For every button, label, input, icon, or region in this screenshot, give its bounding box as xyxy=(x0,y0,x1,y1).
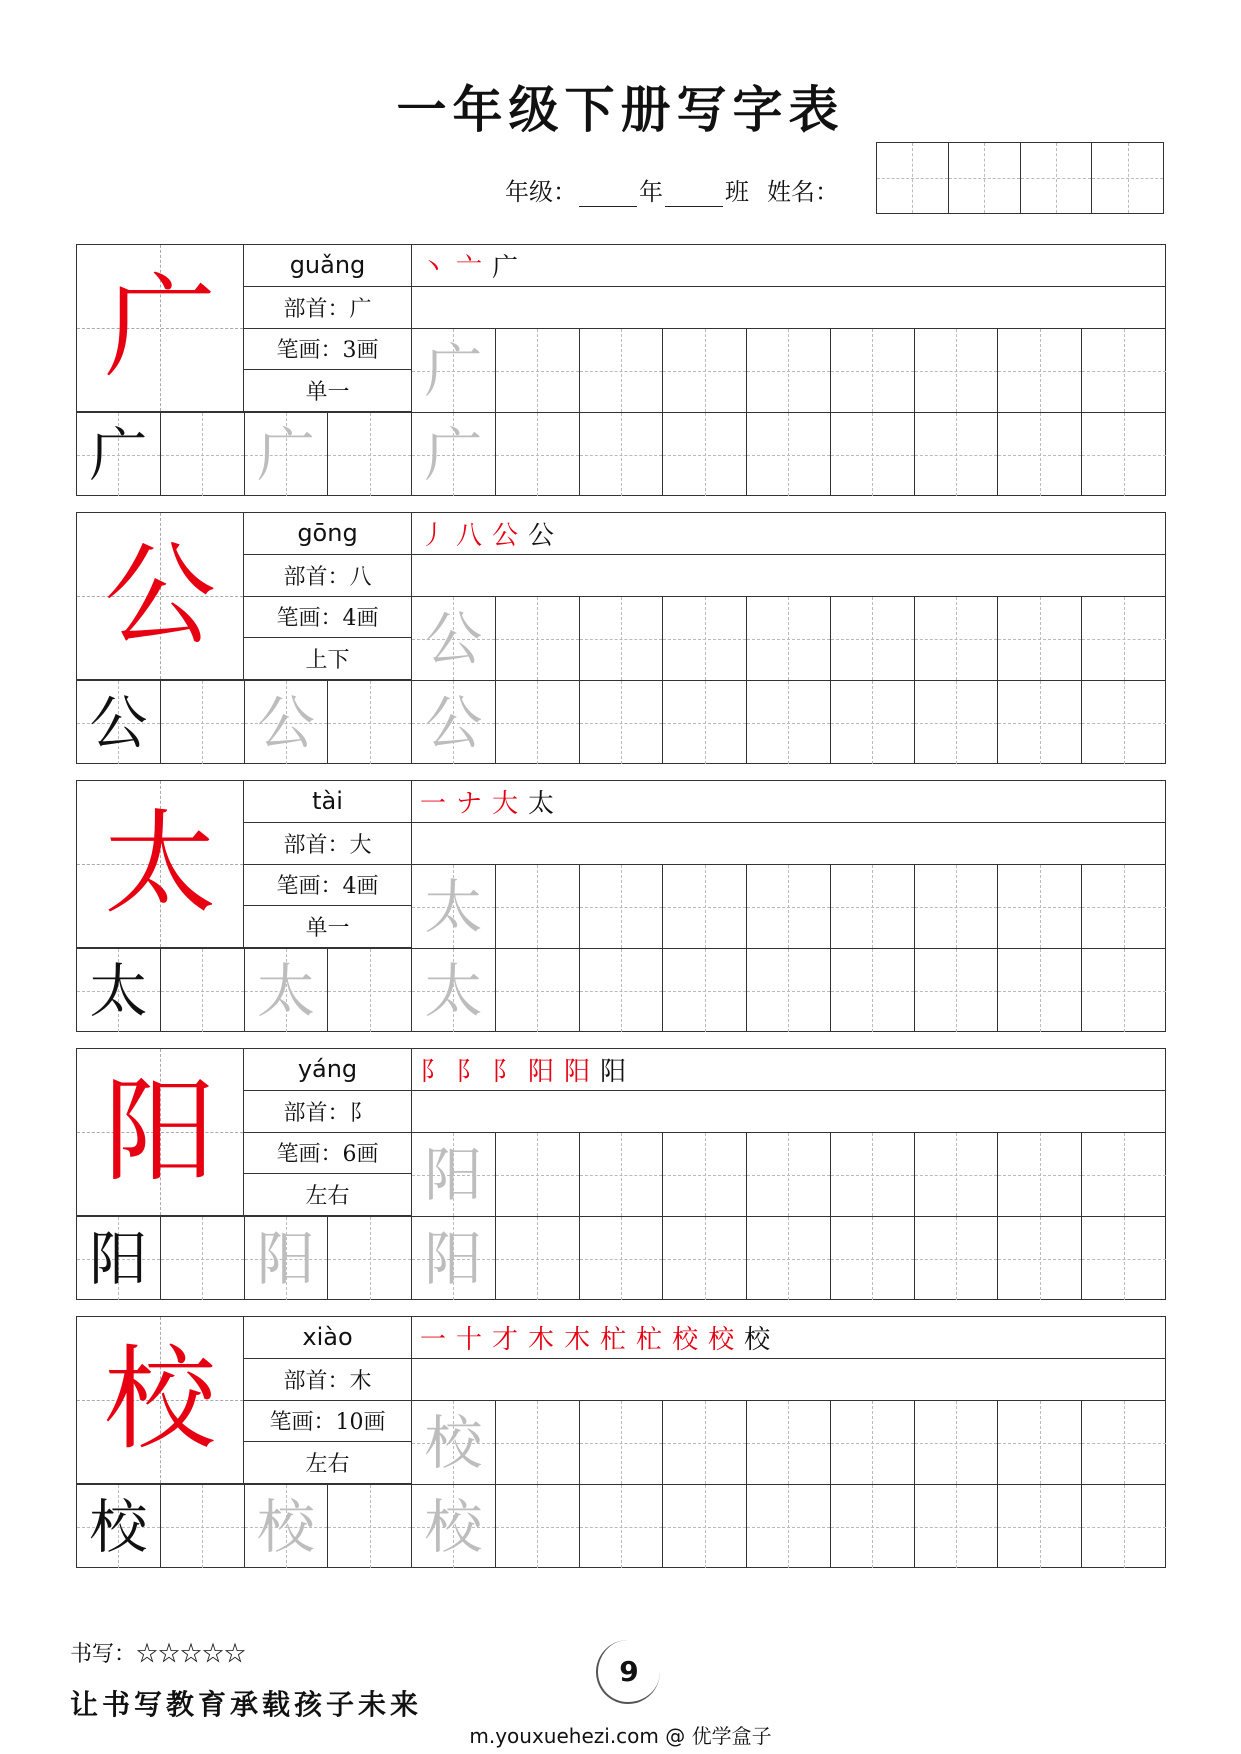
stroke-step: 丿 xyxy=(420,521,447,551)
practice-cell[interactable] xyxy=(831,681,915,764)
radical: 部首：阝 xyxy=(244,1091,411,1133)
structure: 左右 xyxy=(244,1174,411,1216)
main-character: 公 xyxy=(77,513,244,680)
stroke-order xyxy=(412,1317,1165,1359)
practice-cell[interactable] xyxy=(1082,949,1166,1032)
trace-cell[interactable]: 校 xyxy=(412,1485,496,1568)
pinyin: gōng xyxy=(244,513,411,555)
char-info xyxy=(244,1049,412,1216)
practice-row xyxy=(77,1216,1166,1300)
stroke-count: 笔画：10画 xyxy=(244,1401,411,1443)
blank-row xyxy=(412,555,1165,597)
stroke-step: 校 xyxy=(708,1325,735,1355)
stroke-step: 木 xyxy=(564,1325,591,1355)
structure: 左右 xyxy=(244,1442,411,1484)
practice-cell[interactable] xyxy=(747,865,831,948)
practice-cell[interactable] xyxy=(998,329,1082,412)
stroke-step: 阳 xyxy=(600,1057,627,1087)
stroke-count: 笔画：6画 xyxy=(244,1133,411,1175)
practice-cell[interactable] xyxy=(328,949,412,1032)
practice-cell[interactable] xyxy=(663,865,747,948)
practice-cell[interactable] xyxy=(747,329,831,412)
name-cell[interactable] xyxy=(1021,143,1093,213)
practice-cell[interactable] xyxy=(915,1133,999,1216)
trace-cell[interactable]: 广 xyxy=(412,413,496,496)
model-cell[interactable]: 太 xyxy=(77,949,161,1032)
name-grid[interactable] xyxy=(876,142,1164,214)
grade-blank[interactable] xyxy=(579,184,637,207)
practice-row xyxy=(412,1401,1166,1484)
char-info xyxy=(244,1317,412,1484)
practice-cell[interactable] xyxy=(1082,329,1166,412)
practice-cell[interactable] xyxy=(161,1217,245,1300)
practice-cell[interactable] xyxy=(915,1401,999,1484)
stroke-step: 亠 xyxy=(456,253,483,283)
stroke-order xyxy=(412,513,1165,555)
blank-row xyxy=(412,823,1165,865)
trace-cell[interactable]: 公 xyxy=(412,597,496,680)
practice-cell[interactable] xyxy=(831,329,915,412)
char-block xyxy=(76,1316,1166,1568)
practice-cell[interactable] xyxy=(663,413,747,496)
practice-cell[interactable] xyxy=(1082,865,1166,948)
stroke-step: 八 xyxy=(456,521,483,551)
practice-cell[interactable] xyxy=(915,413,999,496)
practice-cell[interactable] xyxy=(663,681,747,764)
model-cell[interactable]: 阳 xyxy=(77,1217,161,1300)
main-character: 阳 xyxy=(77,1049,244,1216)
char-block xyxy=(76,244,1166,496)
main-character: 校 xyxy=(77,1317,244,1484)
char-block xyxy=(76,1048,1166,1300)
practice-row xyxy=(77,412,1166,496)
radical: 部首：八 xyxy=(244,555,411,597)
model-cell[interactable]: 公 xyxy=(77,681,161,764)
stroke-step: 十 xyxy=(456,1325,483,1355)
blank-row xyxy=(412,1359,1165,1401)
practice-cell[interactable] xyxy=(663,949,747,1032)
footer-url: m.youxuehezi.com @ 优学盒子 xyxy=(469,1724,772,1748)
practice-cell[interactable] xyxy=(496,865,580,948)
practice-cell[interactable] xyxy=(998,1485,1082,1568)
pinyin: guǎng xyxy=(244,245,411,287)
char-info xyxy=(244,781,412,948)
structure: 单一 xyxy=(244,370,411,412)
practice-cell[interactable] xyxy=(161,681,245,764)
practice-cell[interactable] xyxy=(580,1401,664,1484)
practice-cell[interactable] xyxy=(915,949,999,1032)
stroke-step: 才 xyxy=(492,1325,519,1355)
practice-cell[interactable] xyxy=(747,1217,831,1300)
practice-cell[interactable] xyxy=(496,681,580,764)
stroke-step: 阝 xyxy=(456,1057,483,1087)
stroke-step: 一 xyxy=(420,789,447,819)
practice-cell[interactable] xyxy=(831,413,915,496)
practice-cell[interactable] xyxy=(915,1217,999,1300)
practice-cell[interactable] xyxy=(747,413,831,496)
practice-cell[interactable] xyxy=(580,1485,664,1568)
char-block xyxy=(76,780,1166,1032)
practice-cell[interactable] xyxy=(580,597,664,680)
practice-cell[interactable] xyxy=(328,1217,412,1300)
trace-cell[interactable]: 阳 xyxy=(412,1133,496,1216)
practice-cell[interactable] xyxy=(998,413,1082,496)
radical: 部首：木 xyxy=(244,1359,411,1401)
stroke-step: 丶 xyxy=(420,253,447,283)
practice-cell[interactable] xyxy=(663,1401,747,1484)
practice-cell[interactable] xyxy=(747,597,831,680)
stroke-step: 阝 xyxy=(492,1057,519,1087)
practice-cell[interactable] xyxy=(663,1133,747,1216)
stroke-step: 阳 xyxy=(564,1057,591,1087)
name-cell[interactable] xyxy=(949,143,1021,213)
char-block xyxy=(76,512,1166,764)
practice-cell[interactable] xyxy=(831,949,915,1032)
practice-cell[interactable] xyxy=(747,1133,831,1216)
practice-cell[interactable] xyxy=(580,949,664,1032)
trace-cell[interactable]: 广 xyxy=(412,329,496,412)
practice-cell[interactable] xyxy=(1082,681,1166,764)
pinyin: yáng xyxy=(244,1049,411,1091)
page-title: 一年级下册写字表 xyxy=(396,80,845,139)
char-info xyxy=(244,513,412,680)
blank-row xyxy=(412,1091,1165,1133)
practice-cell[interactable] xyxy=(915,681,999,764)
name-cell[interactable] xyxy=(877,143,949,213)
stroke-step: 一 xyxy=(420,1325,447,1355)
practice-cell[interactable] xyxy=(998,1133,1082,1216)
practice-cell[interactable] xyxy=(831,865,915,948)
stroke-count: 笔画：3画 xyxy=(244,329,411,371)
class-label: 班 xyxy=(725,178,749,206)
trace-cell[interactable]: 太 xyxy=(412,949,496,1032)
pinyin: tài xyxy=(244,781,411,823)
practice-cell[interactable] xyxy=(747,949,831,1032)
practice-cell[interactable] xyxy=(998,597,1082,680)
blank-row xyxy=(412,287,1165,329)
practice-cell[interactable] xyxy=(496,1401,580,1484)
radical: 部首：广 xyxy=(244,287,411,329)
stroke-step: ⻖ xyxy=(420,1057,447,1087)
main-character: 太 xyxy=(77,781,244,948)
practice-cell[interactable] xyxy=(580,1133,664,1216)
practice-cell[interactable] xyxy=(496,1485,580,1568)
stroke-step: 广 xyxy=(492,253,519,283)
practice-cell[interactable] xyxy=(580,413,664,496)
practice-cell[interactable] xyxy=(998,1217,1082,1300)
stroke-order xyxy=(412,781,1165,823)
trace-cell[interactable]: 阳 xyxy=(245,1217,329,1300)
practice-cell[interactable] xyxy=(663,1485,747,1568)
trace-cell[interactable]: 校 xyxy=(412,1401,496,1484)
practice-cell[interactable] xyxy=(831,1133,915,1216)
stroke-step: 校 xyxy=(672,1325,699,1355)
stroke-step: 杧 xyxy=(600,1325,627,1355)
practice-cell[interactable] xyxy=(496,949,580,1032)
practice-row xyxy=(412,1133,1166,1216)
practice-cell[interactable] xyxy=(915,1485,999,1568)
stroke-step: 太 xyxy=(528,789,555,819)
practice-cell[interactable] xyxy=(580,1217,664,1300)
practice-cell[interactable] xyxy=(580,865,664,948)
practice-cell[interactable] xyxy=(496,1133,580,1216)
practice-cell[interactable] xyxy=(161,1485,245,1568)
pinyin: xiào xyxy=(244,1317,411,1359)
practice-cell[interactable] xyxy=(328,1485,412,1568)
practice-cell[interactable] xyxy=(1082,1217,1166,1300)
practice-cell[interactable] xyxy=(915,597,999,680)
practice-cell[interactable] xyxy=(161,413,245,496)
stroke-step: 校 xyxy=(744,1325,771,1355)
page-number: 9 xyxy=(596,1640,660,1704)
practice-row xyxy=(77,680,1166,764)
grade-label: 年级： xyxy=(505,178,577,206)
practice-cell[interactable] xyxy=(161,949,245,1032)
student-info xyxy=(505,172,839,207)
practice-cell[interactable] xyxy=(1082,413,1166,496)
name-label: 姓名： xyxy=(767,178,839,206)
stroke-order xyxy=(412,245,1165,287)
model-cell[interactable]: 校 xyxy=(77,1485,161,1568)
stroke-count: 笔画：4画 xyxy=(244,865,411,907)
trace-cell[interactable]: 校 xyxy=(245,1485,329,1568)
stroke-step: 杧 xyxy=(636,1325,663,1355)
practice-cell[interactable] xyxy=(915,865,999,948)
stroke-step: 阳 xyxy=(528,1057,555,1087)
practice-cell[interactable] xyxy=(496,329,580,412)
practice-cell[interactable] xyxy=(831,1485,915,1568)
practice-row xyxy=(77,1484,1166,1568)
practice-cell[interactable] xyxy=(496,1217,580,1300)
practice-cell[interactable] xyxy=(1082,1485,1166,1568)
practice-cell[interactable] xyxy=(831,1401,915,1484)
slogan: 让书写教育承载孩子未来 xyxy=(70,1688,423,1721)
trace-cell[interactable]: 太 xyxy=(245,949,329,1032)
practice-cell[interactable] xyxy=(747,681,831,764)
model-cell[interactable]: 广 xyxy=(77,413,161,496)
practice-cell[interactable] xyxy=(496,413,580,496)
practice-row xyxy=(412,597,1166,680)
practice-cell[interactable] xyxy=(998,949,1082,1032)
main-character: 广 xyxy=(77,245,244,412)
practice-cell[interactable] xyxy=(998,1401,1082,1484)
practice-cell[interactable] xyxy=(1082,1401,1166,1484)
practice-cell[interactable] xyxy=(496,597,580,680)
stroke-step: 木 xyxy=(528,1325,555,1355)
trace-cell[interactable]: 公 xyxy=(412,681,496,764)
practice-cell[interactable] xyxy=(831,597,915,680)
stroke-order xyxy=(412,1049,1165,1091)
stroke-step: ナ xyxy=(456,789,483,819)
practice-cell[interactable] xyxy=(998,865,1082,948)
practice-row xyxy=(77,948,1166,1032)
trace-cell[interactable]: 公 xyxy=(245,681,329,764)
structure: 上下 xyxy=(244,638,411,680)
radical: 部首：大 xyxy=(244,823,411,865)
practice-cell[interactable] xyxy=(747,1485,831,1568)
practice-cell[interactable] xyxy=(328,681,412,764)
practice-cell[interactable] xyxy=(1082,1133,1166,1216)
stroke-step: 大 xyxy=(492,789,519,819)
name-cell[interactable] xyxy=(1092,143,1163,213)
practice-row xyxy=(412,329,1166,412)
practice-cell[interactable] xyxy=(663,1217,747,1300)
stroke-count: 笔画：4画 xyxy=(244,597,411,639)
class-blank[interactable] xyxy=(665,184,723,207)
trace-cell[interactable]: 太 xyxy=(412,865,496,948)
practice-cell[interactable] xyxy=(831,1217,915,1300)
practice-row xyxy=(412,865,1166,948)
practice-cell[interactable] xyxy=(663,597,747,680)
practice-cell[interactable] xyxy=(580,329,664,412)
practice-cell[interactable] xyxy=(998,681,1082,764)
practice-cell[interactable] xyxy=(1082,597,1166,680)
trace-cell[interactable]: 阳 xyxy=(412,1217,496,1300)
practice-cell[interactable] xyxy=(915,329,999,412)
practice-cell[interactable] xyxy=(747,1401,831,1484)
year-label: 年 xyxy=(639,178,663,206)
char-info xyxy=(244,245,412,412)
trace-cell[interactable]: 广 xyxy=(245,413,329,496)
stroke-step: 公 xyxy=(528,521,555,551)
practice-cell[interactable] xyxy=(663,329,747,412)
practice-cell[interactable] xyxy=(328,413,412,496)
rating: 书写：☆☆☆☆☆ xyxy=(70,1642,247,1667)
stroke-step: 公 xyxy=(492,521,519,551)
structure: 单一 xyxy=(244,906,411,948)
practice-cell[interactable] xyxy=(580,681,664,764)
